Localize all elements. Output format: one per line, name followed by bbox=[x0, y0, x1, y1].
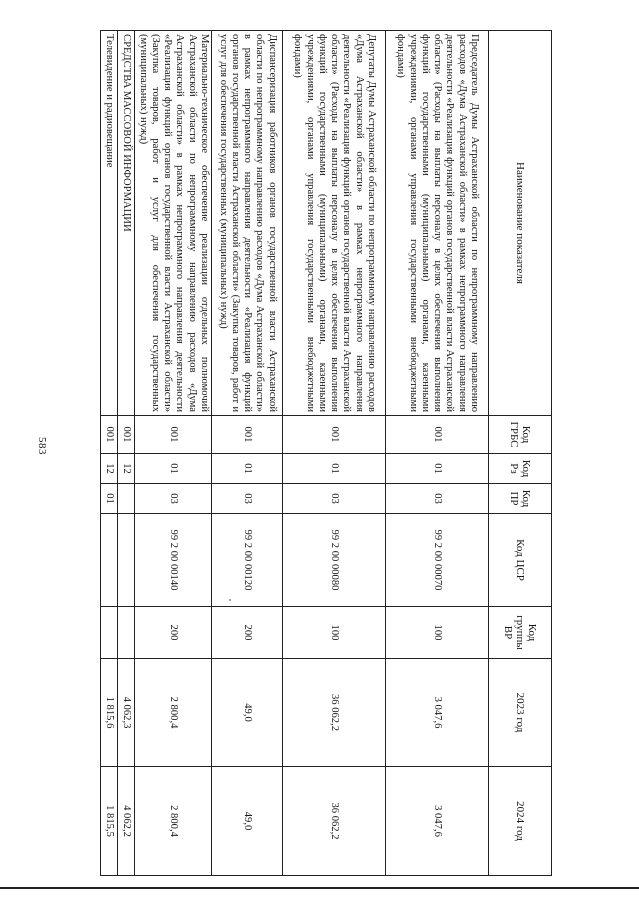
row-name: Материально-техническое обеспечение реализации отдельных полномочий Астраханской области по непрограммному направлению расходов «Дума Астраханской области» в рамках непрограммного направления деятельности «Реализация функций органов государственной власти Астраханской области» (Закупка товаров, работ и услуг для обеспечения государственных (муниципальных) нужд) bbox=[135, 31, 212, 416]
row-grbs: 001 bbox=[212, 416, 283, 454]
row-rz: 01 bbox=[212, 454, 283, 484]
header-vr: Код группы ВР bbox=[489, 607, 552, 659]
row-2023: 49,0 bbox=[212, 659, 283, 767]
row-name: Председатель Думы Астраханской области по непрограммному направлению расходов «Дума Астраханской области» в рамках непрограммного направления деятельности «Реализация функций органов государственной власти Астраханской области» (Расходы на выплаты персоналу в целях обеспечения выполнения функций государственными (муниципальными) органами, казенными учреждениями, органами управления государственными внебюджетными фондами) bbox=[386, 31, 489, 416]
row-pr bbox=[118, 484, 135, 514]
row-csr: 99 2 00 00120 bbox=[212, 514, 283, 607]
header-grbs: Код ГРБС bbox=[489, 416, 552, 454]
header-2024: 2024 год bbox=[489, 767, 552, 876]
row-pr: 03 bbox=[135, 484, 212, 514]
row-2023: 1 815,6 bbox=[101, 659, 118, 767]
row-pr: 01 bbox=[101, 484, 118, 514]
row-vr bbox=[118, 607, 135, 659]
table-row bbox=[135, 31, 212, 876]
row-2023: 2 800,4 bbox=[135, 659, 212, 767]
row-rz: 01 bbox=[135, 454, 212, 484]
header-pr: Код ПР bbox=[489, 484, 552, 514]
row-grbs: 001 bbox=[101, 416, 118, 454]
row-rz: 12 bbox=[101, 454, 118, 484]
row-csr: 99 2 00 00140 bbox=[135, 514, 212, 607]
row-2024: 4 062,2 bbox=[118, 767, 135, 876]
table-row bbox=[101, 31, 118, 876]
row-grbs: 001 bbox=[135, 416, 212, 454]
row-csr bbox=[118, 514, 135, 607]
row-2023: 3 047,6 bbox=[386, 659, 489, 767]
header-2023: 2023 год bbox=[489, 659, 552, 767]
header-name: Наименование показателя bbox=[489, 31, 552, 416]
row-vr: 100 bbox=[386, 607, 489, 659]
scan-speck bbox=[229, 599, 231, 601]
row-pr: 03 bbox=[212, 484, 283, 514]
row-csr: 99 2 00 00070 bbox=[386, 514, 489, 607]
row-csr bbox=[101, 514, 118, 607]
table-row bbox=[212, 31, 283, 876]
row-2024: 36 062,2 bbox=[283, 767, 386, 876]
row-rz: 01 bbox=[283, 454, 386, 484]
row-grbs: 001 bbox=[386, 416, 489, 454]
row-rz: 01 bbox=[386, 454, 489, 484]
budget-table bbox=[100, 30, 552, 876]
row-vr: 100 bbox=[283, 607, 386, 659]
row-grbs: 001 bbox=[283, 416, 386, 454]
row-name: СРЕДСТВА МАССОВОЙ ИНФОРМАЦИИ bbox=[118, 31, 135, 416]
page-number: 583 bbox=[36, 437, 48, 455]
header-csr: Код ЦСР bbox=[489, 514, 552, 607]
row-csr: 99 2 00 00080 bbox=[283, 514, 386, 607]
table-row bbox=[283, 31, 386, 876]
row-2024: 49,0 bbox=[212, 767, 283, 876]
row-pr: 03 bbox=[386, 484, 489, 514]
row-vr: 200 bbox=[135, 607, 212, 659]
row-rz: 12 bbox=[118, 454, 135, 484]
row-name: Телевидение и радиовещание bbox=[101, 31, 118, 416]
header-rz: Код Рз bbox=[489, 454, 552, 484]
row-vr: 200 bbox=[212, 607, 283, 659]
rotated-table-container bbox=[104, 30, 552, 875]
row-name: Депутаты Думы Астраханской области по непрограммному направлению расходов «Дума Астраханской области» в рамках непрограммного направления деятельности «Реализация функций органов государственной власти Астраханской области» (Расходы на выплаты персоналу в целях обеспечения выполнения функций государственными (муниципальными) органами, казенными учреждениями, органами управления государственными внебюджетными фондами) bbox=[283, 31, 386, 416]
row-vr bbox=[101, 607, 118, 659]
row-2024: 2 800,4 bbox=[135, 767, 212, 876]
row-pr: 03 bbox=[283, 484, 386, 514]
table-row bbox=[386, 31, 489, 876]
row-2023: 36 062,2 bbox=[283, 659, 386, 767]
table-header-row bbox=[489, 31, 552, 876]
page-bottom-rule bbox=[0, 887, 639, 889]
table-row bbox=[118, 31, 135, 876]
row-2024: 1 815,5 bbox=[101, 767, 118, 876]
row-name: Диспансеризация работников органов государственной власти Астраханской области по непрограммному направлению расходов «Дума Астраханской области» в рамках непрограммного направления деятельности «Реализация функций органов государственной власти Астраханской области» (Закупка товаров, работ и услуг для обеспечения государственных (муниципальных) нужд) bbox=[212, 31, 283, 416]
row-2024: 3 047,6 bbox=[386, 767, 489, 876]
row-grbs: 001 bbox=[118, 416, 135, 454]
row-2023: 4 062,3 bbox=[118, 659, 135, 767]
